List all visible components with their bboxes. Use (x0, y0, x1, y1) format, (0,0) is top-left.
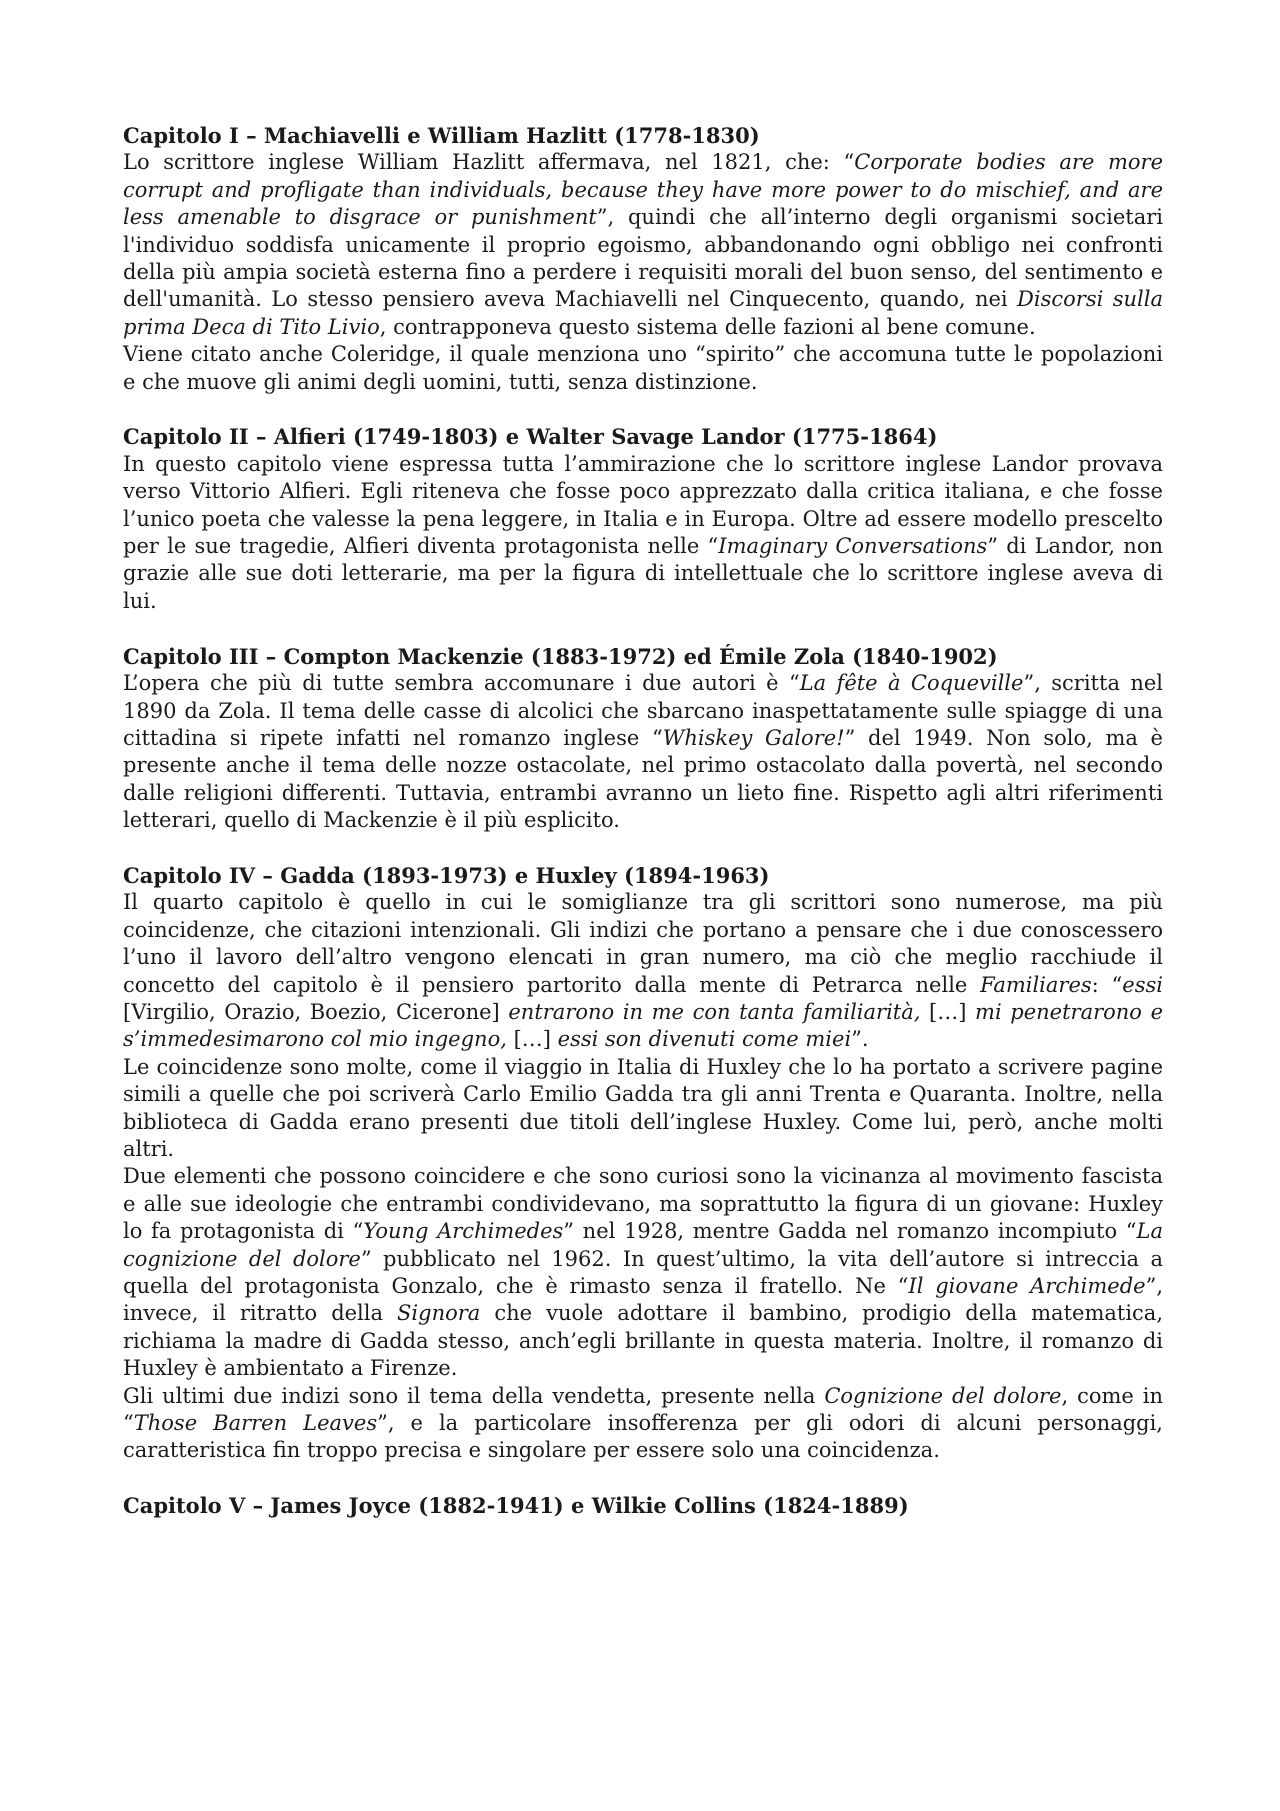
text-run: ” nel 1928, mentre Gadda nel romanzo incompiuto “ (563, 1219, 1137, 1244)
italic-text-run: essi son divenuti come miei (557, 1027, 852, 1052)
chapter-paragraph (123, 1054, 1163, 1164)
italic-text-run: La fête à Coqueville (799, 671, 1024, 696)
italic-text-run: Signora (397, 1301, 481, 1326)
chapter-heading: Capitolo II – Alfieri (1749-1803) e Walter Savage Landor (1775-1864) (123, 424, 938, 450)
text-run: ” del 1949. Non solo, ma è presente anche il tema delle nozze ostacolate, nel primo ostacolato dalla povertà, nel secondo dalle religioni differenti. Tuttavia, entrambi avranno un lieto fine. Rispetto agli altri riferimenti letterari, quello di Mackenzie è il più esplicito. (123, 725, 1163, 833)
chapter-section (123, 643, 1163, 835)
chapter-heading: Capitolo III – Compton Mackenzie (1883-1972) ed Émile Zola (1840-1902) (123, 643, 998, 669)
italic-text-run: Those Barren Leaves (133, 1411, 378, 1436)
chapter-section (123, 423, 1163, 615)
chapter-section (123, 122, 1163, 396)
text-run: Lo scrittore inglese William Hazlitt affermava, nel 1821, che: “ (123, 150, 855, 175)
italic-text-run: Young Archimedes (363, 1219, 564, 1244)
text-run: L’opera che più di tutte sembra accomunare i due autori è “ (123, 671, 800, 696)
chapter-section (123, 862, 1163, 1465)
text-run: che vuole adottare il bambino, prodigio della matematica, richiama la madre di Gadda stesso, anch’egli brillante in questa materia. Inoltre, il romanzo di Huxley è ambientato a Firenze. (123, 1301, 1163, 1381)
text-run: ”, invece, il ritratto della (123, 1274, 1163, 1326)
text-run: : “ (1091, 972, 1123, 997)
italic-text-run: Discorsi sulla prima Deca di Tito Livio (123, 287, 1163, 339)
chapter-paragraph (123, 1163, 1163, 1382)
italic-text-run: mi penetrarono e s’immedesimarono col mio ingegno, (123, 999, 1163, 1052)
text-run: , contrapponeva questo sistema delle fazioni al bene comune. (379, 314, 1036, 339)
chapter-paragraph (123, 341, 1163, 396)
text-run: In questo capitolo viene espressa tutta l’ammirazione che lo scrittore inglese Landor provava verso Vittorio Alfieri. Egli riteneva che fosse poco apprezzato dalla critica italiana, e che fosse l’unico poeta che valesse la pena leggere, in Italia e in Europa. Oltre ad essere modello prescelto per le sue tragedie, Alfieri diventa protagonista nelle “ (123, 451, 1163, 559)
text-run: Il quarto capitolo è quello in cui le somiglianze tra gli scrittori sono numerose, ma più coincidenze, che citazioni intenzionali. Gli indizi che portano a pensare che i due conoscessero l’uno il lavoro dell’altro vengono elencati in gran numero, ma ciò che meglio racchiude il concetto del capitolo è il pensiero partorito dalla mente di Petrarca nelle (123, 890, 1163, 997)
italic-text-run: Corporate bodies are more corrupt and profligate than individuals, because they have more power to do mischief, and are less amenable to disgrace or punishment (123, 150, 1163, 230)
italic-text-run: Il giovane Archimede (908, 1274, 1146, 1299)
chapter-paragraph (123, 670, 1163, 834)
text-run: ”. (851, 1027, 869, 1052)
chapter-heading: Capitolo V – James Joyce (1882-1941) e Wilkie Collins (1824-1889) (123, 1493, 909, 1519)
text-run: ” di Landor, non grazie alle sue doti letterarie, ma per la figura di intellettuale che lo scrittore inglese aveva di lui. (123, 534, 1163, 613)
text-run: , come in “ (123, 1383, 1164, 1436)
italic-text-run: Familiares (980, 972, 1092, 997)
text-run: ”, quindi che all’interno degli organismi societari l'individuo soddisfa unicamente il proprio egoismo, abbandonando ogni obbligo nei confronti della più ampia società esterna fino a perdere i requisiti morali del buon senso, del sentimento e dell'umanità. Lo stesso pensiero aveva Machiavelli nel Cinquecento, quando, nei (123, 205, 1163, 312)
chapter-paragraph (123, 1383, 1163, 1465)
italic-text-run: Cognizione del dolore (824, 1383, 1062, 1408)
italic-text-run: La cognizione del dolore (123, 1219, 1163, 1271)
text-run: Le coincidenze sono molte, come il viaggio in Italia di Huxley che lo ha portato a scrivere pagine simili a quelle che poi scriverà Carlo Emilio Gadda tra gli anni Trenta e Quaranta. Inoltre, nella biblioteca di Gadda erano presenti due titoli dell’inglese Huxley. Come lui, però, anche molti altri. (123, 1054, 1163, 1161)
italic-text-run: entrarono in me con tanta familiarità, (508, 999, 921, 1024)
chapter-paragraph (123, 451, 1163, 615)
text-run: Gli ultimi due indizi sono il tema della vendetta, presente nella (123, 1383, 825, 1408)
text-run: […] (920, 999, 976, 1024)
chapter-heading: Capitolo IV – Gadda (1893-1973) e Huxley (1894-1963) (123, 862, 770, 888)
text-run: Viene citato anche Coleridge, il quale menziona uno “spirito” che accomuna tutte le popolazioni e che muove gli animi degli uomini, tutti, senza distinzione. (123, 342, 1163, 394)
text-run: ” pubblicato nel 1962. In quest’ultimo, la vita dell’autore si intreccia a quella del protagonista Gonzalo, che è rimasto senza il fratello. Ne “ (123, 1246, 1163, 1299)
italic-text-run: Whiskey Galore! (662, 725, 845, 750)
italic-text-run: essi (1122, 972, 1163, 997)
italic-text-run: Imaginary Conversations (718, 534, 988, 559)
text-run: [Virgilio, Orazio, Boezio, Cicerone] (123, 999, 509, 1024)
text-run: […] (506, 1027, 558, 1052)
text-run: ”, e la particolare insofferenza per gli odori di alcuni personaggi, caratteristica fin troppo precisa e singolare per essere solo una coincidenza. (123, 1411, 1163, 1463)
chapter-heading: Capitolo I – Machiavelli e William Hazlitt (1778-1830) (123, 123, 760, 148)
chapter-paragraph (123, 149, 1163, 341)
chapter-paragraph (123, 889, 1163, 1053)
document-page (123, 122, 1163, 1547)
chapter-section (123, 1492, 1163, 1519)
text-run: Due elementi che possono coincidere e che sono curiosi sono la vicinanza al movimento fascista e alle sue ideologie che entrambi condividevano, ma soprattutto la figura di un giovane: Huxley lo fa protagonista di “ (123, 1164, 1163, 1244)
text-run: ”, scritta nel 1890 da Zola. Il tema delle casse di alcolici che sbarcano inaspettatamente sulle spiagge di una cittadina si ripete infatti nel romanzo inglese “ (123, 671, 1164, 750)
